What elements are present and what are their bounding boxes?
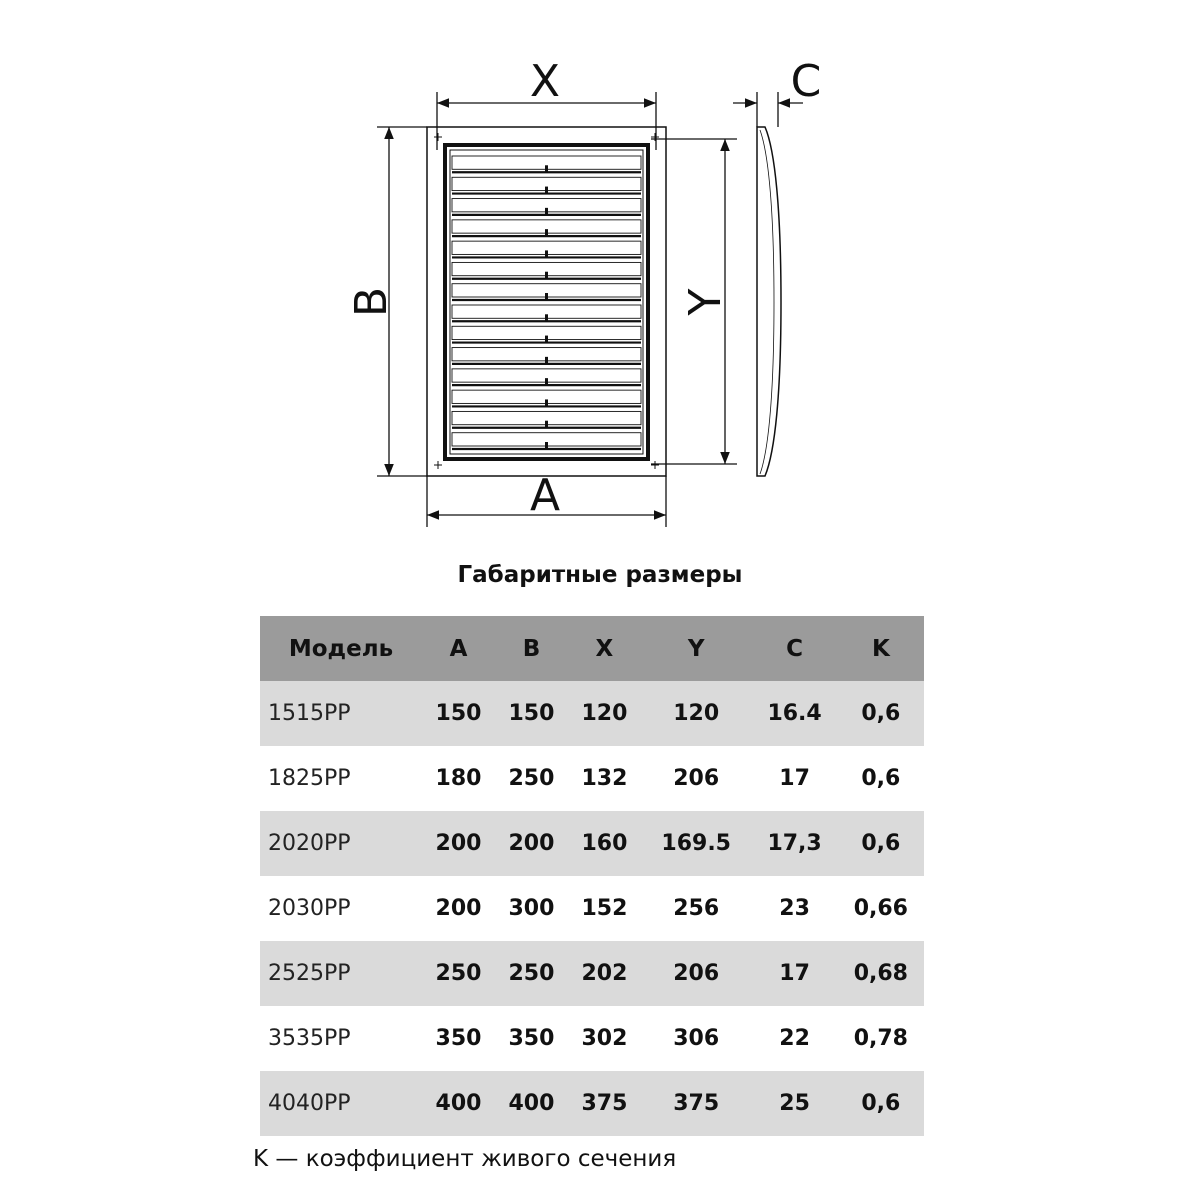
cell-value: 200 [495,811,568,876]
cell-model: 2525PP [260,941,422,1006]
table-row [260,876,924,941]
cell-value: 0,78 [853,1026,908,1051]
dimension-x-label: X [529,56,561,107]
cell-value: 150 [495,681,568,746]
dimension-y-label: Y [680,288,731,316]
cell-value: 25 [751,1071,837,1136]
cell-value: 306 [673,1026,720,1051]
cell-value: 23 [779,896,810,921]
cell-value: 206 [673,766,720,791]
table-row [260,1071,924,1136]
louver-rib [545,378,548,385]
cell-value: 0,6 [838,681,924,746]
cell-value: 160 [568,811,641,876]
header-y: Y [641,616,752,681]
cell-value: 150 [422,681,495,746]
table-header-row [260,616,924,681]
cell-value: 120 [568,681,641,746]
louver-rib [545,229,548,236]
cell-value: 256 [673,896,720,921]
cell-value: 250 [495,941,568,1006]
cell-model: 2030PP [268,896,351,921]
louver-group [452,156,641,449]
louver-rib [545,442,548,449]
cell-value: 350 [435,1026,482,1051]
cell-value: 16.4 [751,681,837,746]
cell-value: 17 [751,941,837,1006]
louver-rib [545,357,548,364]
cell-value: 350 [508,1026,555,1051]
header-c: C [751,616,837,681]
cell-value: 0,6 [838,811,924,876]
cell-value: 300 [508,896,555,921]
cell-value: 250 [508,766,555,791]
cell-value: 0,66 [853,896,908,921]
table-row [260,1006,924,1071]
cell-value: 152 [581,896,628,921]
dimensions-table [260,616,924,1136]
cell-value: 169.5 [641,811,752,876]
cell-value: 400 [495,1071,568,1136]
cell-model: 1515PP [260,681,422,746]
louver-rib [545,336,548,343]
header-a: A [422,616,495,681]
cell-value: 206 [641,941,752,1006]
cell-model: 3535PP [268,1026,351,1051]
louver-rib [545,250,548,257]
louver-rib [545,421,548,428]
louver-rib [545,165,548,172]
table-row [260,941,924,1006]
table-title: Габаритные размеры [457,562,743,588]
cell-value: 120 [641,681,752,746]
cell-value: 0,6 [838,1071,924,1136]
cell-value: 200 [422,811,495,876]
grille-drawing [0,0,1200,550]
header-x: X [568,616,641,681]
grille-side-profile-inner [760,130,774,474]
cell-model: 1825PP [268,766,351,791]
cell-value: 375 [568,1071,641,1136]
louver-rib [545,187,548,194]
header-k: K [838,616,924,681]
louver-rib [545,293,548,300]
cell-value: 375 [641,1071,752,1136]
dimension-b-label: B [346,286,397,318]
cell-value: 17 [779,766,810,791]
header-b: B [495,616,568,681]
cell-model: 2020PP [260,811,422,876]
cell-value: 302 [581,1026,628,1051]
dimension-a-label: A [529,470,561,521]
cell-value: 22 [779,1026,810,1051]
cell-value: 0,68 [838,941,924,1006]
dimension-c-label: C [790,56,822,107]
louver-rib [545,208,548,215]
cell-value: 0,6 [861,766,901,791]
cell-value: 400 [422,1071,495,1136]
louver-rib [545,314,548,321]
table-row [260,681,924,746]
cell-model: 4040PP [260,1071,422,1136]
cell-value: 202 [568,941,641,1006]
cell-value: 180 [435,766,482,791]
grille-inner-border [450,150,643,454]
header-model: Модель [260,616,422,681]
louver-rib [545,272,548,279]
cell-value: 250 [422,941,495,1006]
cell-value: 17,3 [751,811,837,876]
table-row [260,811,924,876]
louver-rib [545,399,548,406]
cell-value: 200 [435,896,482,921]
table-row [260,746,924,811]
cell-value: 132 [581,766,628,791]
footnote: K — коэффициент живого сечения [253,1146,677,1172]
